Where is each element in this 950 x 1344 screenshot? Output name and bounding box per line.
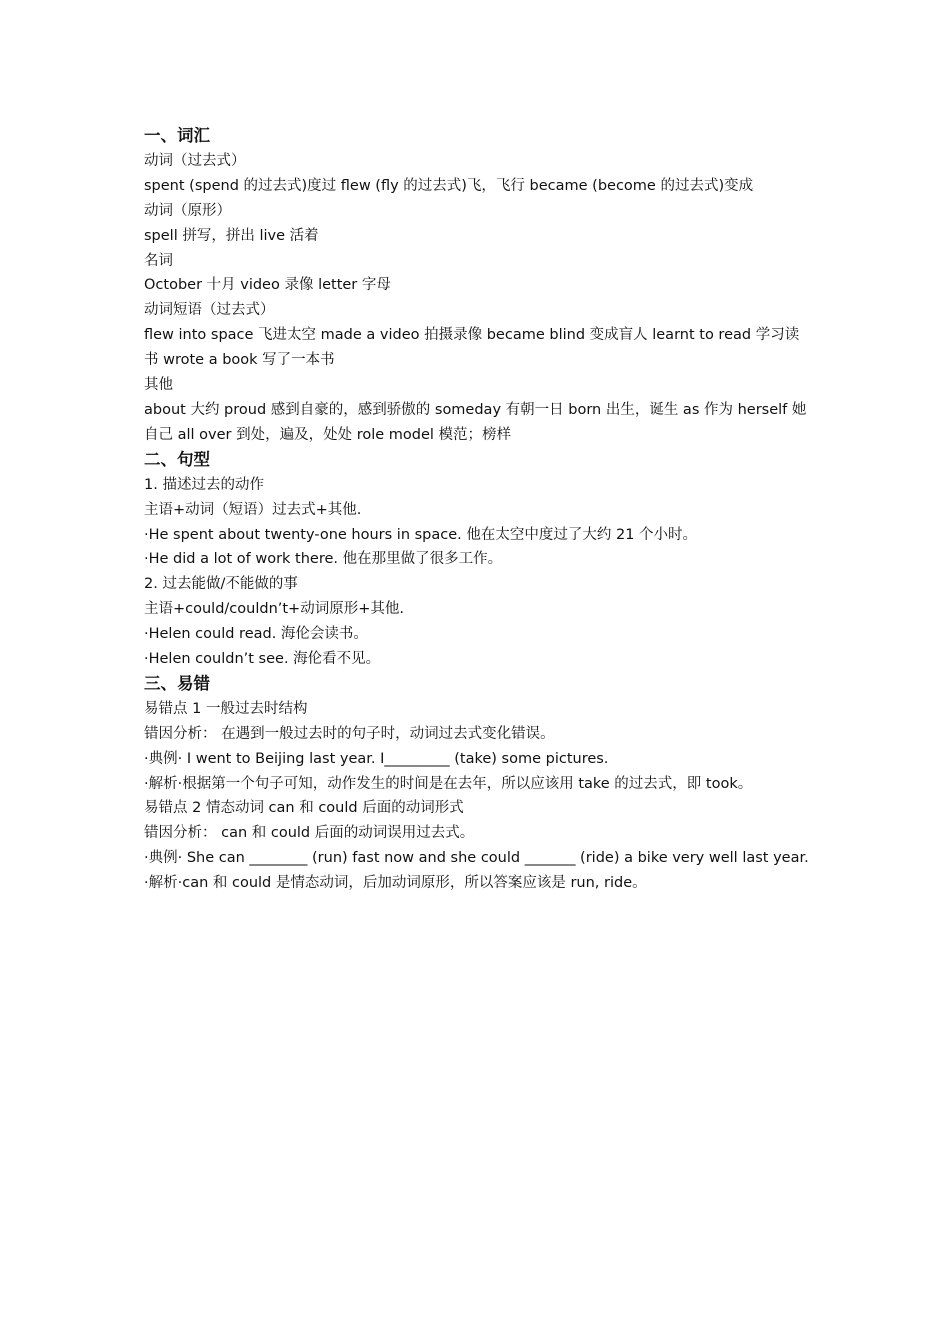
section-heading-sentences: 二、句型 — [144, 449, 210, 469]
subheading-noun: 名词 — [144, 252, 173, 269]
subheading-verb-past: 动词（过去式） — [144, 152, 246, 169]
section-heading-vocabulary: 一、词汇 — [144, 126, 210, 145]
example-line: ·典例· I went to Beijing last year. I_________ (take) some pictures. — [144, 750, 609, 767]
analysis-line: ·解析·can 和 could 是情态动词，后加动词原形，所以答案应该是 run, ride。 — [144, 875, 647, 892]
text-line: 主语+could/couldn’t+动词原形+其他. — [144, 601, 404, 618]
text-line: 主语+动词（短语）过去式+其他. — [144, 501, 362, 518]
text-line: flew into space 飞进太空 made a video 拍摄录像 became blind 变成盲人 learnt to read 学习读书 wrote a book 写了一本书 — [144, 327, 800, 369]
subheading-verb-base: 动词（原形） — [144, 202, 231, 219]
text-line: 易错点 1 一般过去时结构 — [144, 700, 308, 717]
text-line: about 大约 proud 感到自豪的，感到骄傲的 someday 有朝一日 born 出生，诞生 as 作为 herself 她自己 all over 到处，遍及，处处 role model 模范；榜样 — [144, 401, 807, 443]
example-line: ·典例· She can ________ (run) fast now and she could _______ (ride) a bike very well last year. — [144, 850, 809, 867]
text-line: spent (spend 的过去式)度过 flew (fly 的过去式)飞，飞行 became (become 的过去式)变成 — [144, 177, 754, 194]
example-line: ·He did a lot of work there. 他在那里做了很多工作。 — [144, 551, 503, 568]
analysis-line: ·解析·根据第一个句子可知，动作发生的时间是在去年，所以应该用 take 的过去式，即 took。 — [144, 775, 753, 792]
text-line: 错因分析： 在遇到一般过去时的句子时，动词过去式变化错误。 — [144, 725, 555, 742]
subheading-other: 其他 — [144, 377, 173, 394]
text-line: 错因分析： can 和 could 后面的动词误用过去式。 — [144, 825, 475, 842]
example-line: ·Helen couldn’t see. 海伦看不见。 — [144, 651, 381, 668]
text-line: 易错点 2 情态动词 can 和 could 后面的动词形式 — [144, 800, 464, 817]
text-line: spell 拼写，拼出 live 活着 — [144, 227, 319, 244]
text-line: October 十月 video 录像 letter 字母 — [144, 277, 391, 294]
subheading-phrase: 动词短语（过去式） — [144, 302, 275, 319]
example-line: ·He spent about twenty-one hours in space. 他在太空中度过了大约 21 个小时。 — [144, 526, 698, 543]
text-line: 2. 过去能做/不能做的事 — [144, 576, 298, 593]
text-line: 1. 描述过去的动作 — [144, 476, 264, 493]
document-body — [144, 124, 810, 896]
example-line: ·Helen could read. 海伦会读书。 — [144, 626, 368, 643]
section-heading-mistakes: 三、易错 — [144, 673, 210, 693]
